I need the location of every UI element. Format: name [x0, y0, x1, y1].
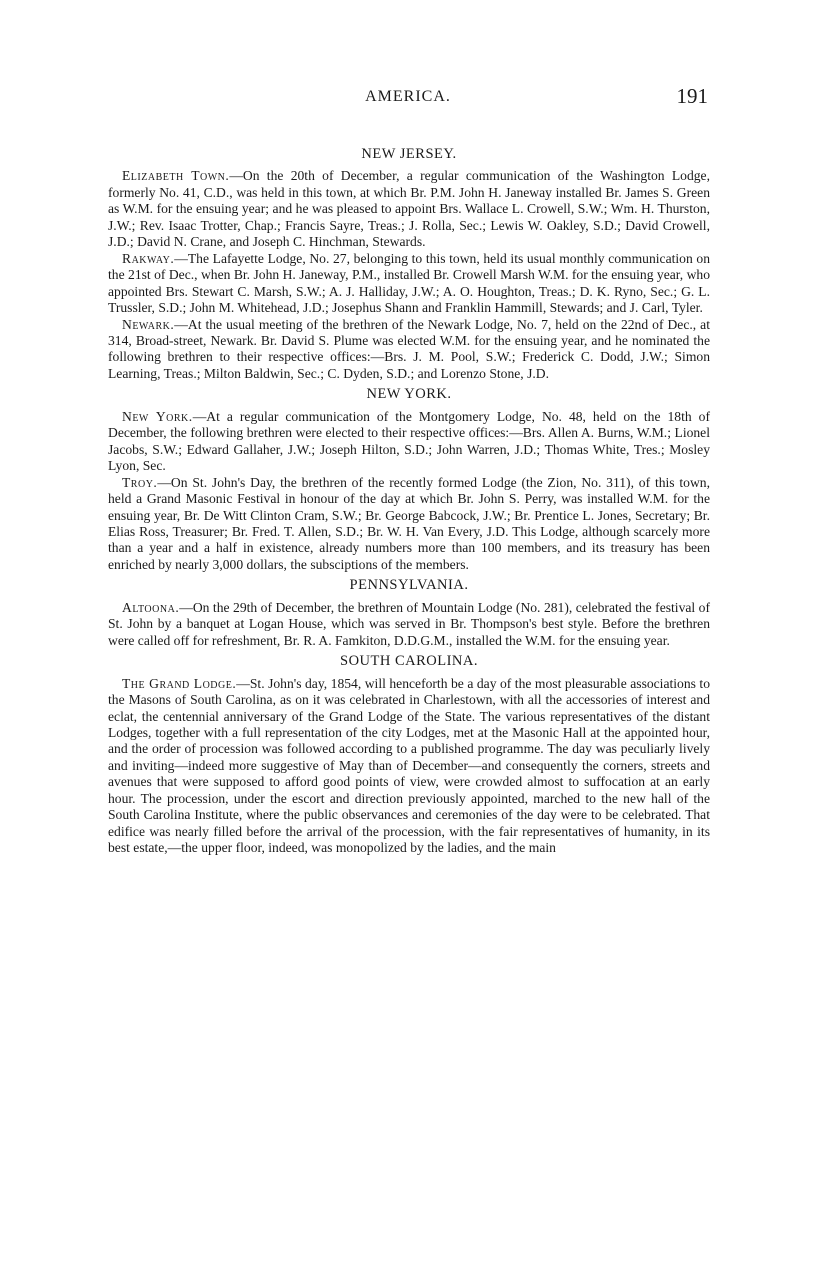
section-heading: SOUTH CAROLINA.	[340, 653, 478, 670]
running-head	[108, 84, 708, 110]
section-new-york	[108, 386, 710, 573]
paragraph-text: —At the usual meeting of the brethren of the Newark Lodge, No. 7, held on the 22nd of Dec., at 314, Broad-street, Newark. Br. David S. Plume was elected W.M. for the ensuing year, and he nominated the following brethren to their respective offices:—Brs. J. M. Pool, S.W.; Frederick C. Dodd, J.W.; Simon Learning, Treas.; Milton Baldwin, Sec.; C. Dyden, S.D.; and Lorenzo Stone, J.D.	[108, 316, 710, 381]
paragraph-lead: Elizabeth Town.	[122, 168, 230, 184]
paragraph-lead: Newark.	[122, 316, 175, 332]
paragraph-lead: The Grand Lodge.	[122, 675, 237, 691]
section-heading: NEW JERSEY.	[361, 146, 457, 162]
paragraph-text: —On the 20th of December, a regular communication of the Washington Lodge, formerly No. 41, C.D., was held in this town, at which Br. P.M. John H. Janeway installed Br. James S. Green as W.M. for the ensuing year; and he was pleased to appoint Brs. Wallace L. Crowell, S.W.; Wm. H. Thurston, J.W.; Rev. Isaac Trotter, Chap.; Francis Sayre, Treas.; J. Rolla, Sec.; Lewis W. Oakley, S.D.; David Crowell, J.D.; David N. Crane, and Joseph C. Hinchman, Stewards.	[108, 168, 710, 250]
paragraph-text: —On St. John's Day, the brethren of the recently formed Lodge (the Zion, No. 311), of this town, held a Grand Masonic Festival in honour of the day at which Br. John S. Perry, was installed W.M. for the ensuing year, Br. De Witt Clinton Cram, S.W.; Br. George Babcock, J.W.; Br. Prentice L. Jones, Secretary; Br. Elias Ross, Treasurer; Br. Fred. T. Allen, S.D.; Br. W. H. Van Every, J.D. This Lodge, although scarcely more than a year and a half in existence, already numbers more than 100 members, and its treasury has been enriched by nearly 3,000 dollars, the subsciptions of the members.	[108, 474, 710, 572]
paragraph	[108, 317, 710, 383]
article-body	[108, 142, 710, 857]
running-head-title: AMERICA.	[365, 88, 451, 105]
section-new-jersey	[108, 146, 710, 382]
section-heading: NEW YORK.	[366, 386, 452, 403]
paragraph-lead: Altoona.	[122, 599, 180, 615]
paragraph	[108, 600, 710, 649]
section-heading: PENNSYLVANIA.	[349, 577, 469, 594]
paragraph	[108, 168, 710, 250]
paragraph	[108, 251, 710, 317]
paragraph-lead: New York.	[122, 408, 193, 424]
paragraph	[108, 676, 710, 857]
paragraph-lead: Troy.	[122, 474, 158, 490]
paragraph	[108, 475, 710, 574]
page-number: 191	[676, 84, 708, 108]
paragraph-text: —On the 29th of December, the brethren of Mountain Lodge (No. 281), celebrated the festival of St. John by a banquet at Logan House, which was served in Br. Thompson's best style. Before the brethren were called off for refreshment, Br. R. A. Famkiton, D.D.G.M., installed the W.M. for the ensuing year.	[108, 599, 710, 648]
paragraph-text: —St. John's day, 1854, will henceforth be a day of the most pleasurable associations to the Masons of South Carolina, as on it was celebrated in Charlestown, with all the accessories of interest and eclat, the centennial anniversary of the Grand Lodge of the State. The various representatives of the distant Lodges, together with a full representation of the city Lodges, met at the Masonic Hall at the appointed hour, and the order of procession was followed according to a published programme. The day was peculiarly lively and inviting—indeed more suggestive of May than of December—and consequently the corners, streets and avenues that were supposed to afford good points of view, were crowded almost to suffocation at an early hour. The procession, under the escort and direction previously appointed, marched to the new hall of the South Carolina Institute, where the public observances and ceremonies of the day were to be celebrated. That edifice was nearly filled before the arrival of the procession, with the fair representatives of humanity, in its best estate,—the upper floor, indeed, was monopolized by the ladies, and the main	[108, 675, 711, 856]
paragraph	[108, 409, 710, 475]
section-pennsylvania	[108, 577, 710, 649]
paragraph-lead: Rakway.	[122, 250, 175, 266]
paragraph-text: —The Lafayette Lodge, No. 27, belonging to this town, held its usual monthly communication on the 21st of Dec., when Br. John H. Janeway, P.M., installed Br. Crowell Marsh W.M. for the ensuing year, who appointed Brs. Stewart C. Marsh, S.W.; A. J. Halliday, J.W.; A. O. Houghton, Treas.; D. K. Ryno, Sec.; G. L. Trussler, S.D.; John M. Whitehead, J.D.; Josephus Shann and Franklin Hammill, Stewards; and J. Carl, Tyler.	[108, 250, 710, 316]
section-south-carolina	[108, 653, 710, 856]
paragraph-text: —At a regular communication of the Montgomery Lodge, No. 48, held on the 18th of December, the following brethren were elected to their respective offices:—Brs. Allen A. Burns, W.M.; Lionel Jacobs, S.W.; Edward Gallaher, J.W.; Joseph Hilton, S.D.; John Warren, J.D.; Thomas White, Tres.; Mosley Lyon, Sec.	[108, 408, 710, 474]
